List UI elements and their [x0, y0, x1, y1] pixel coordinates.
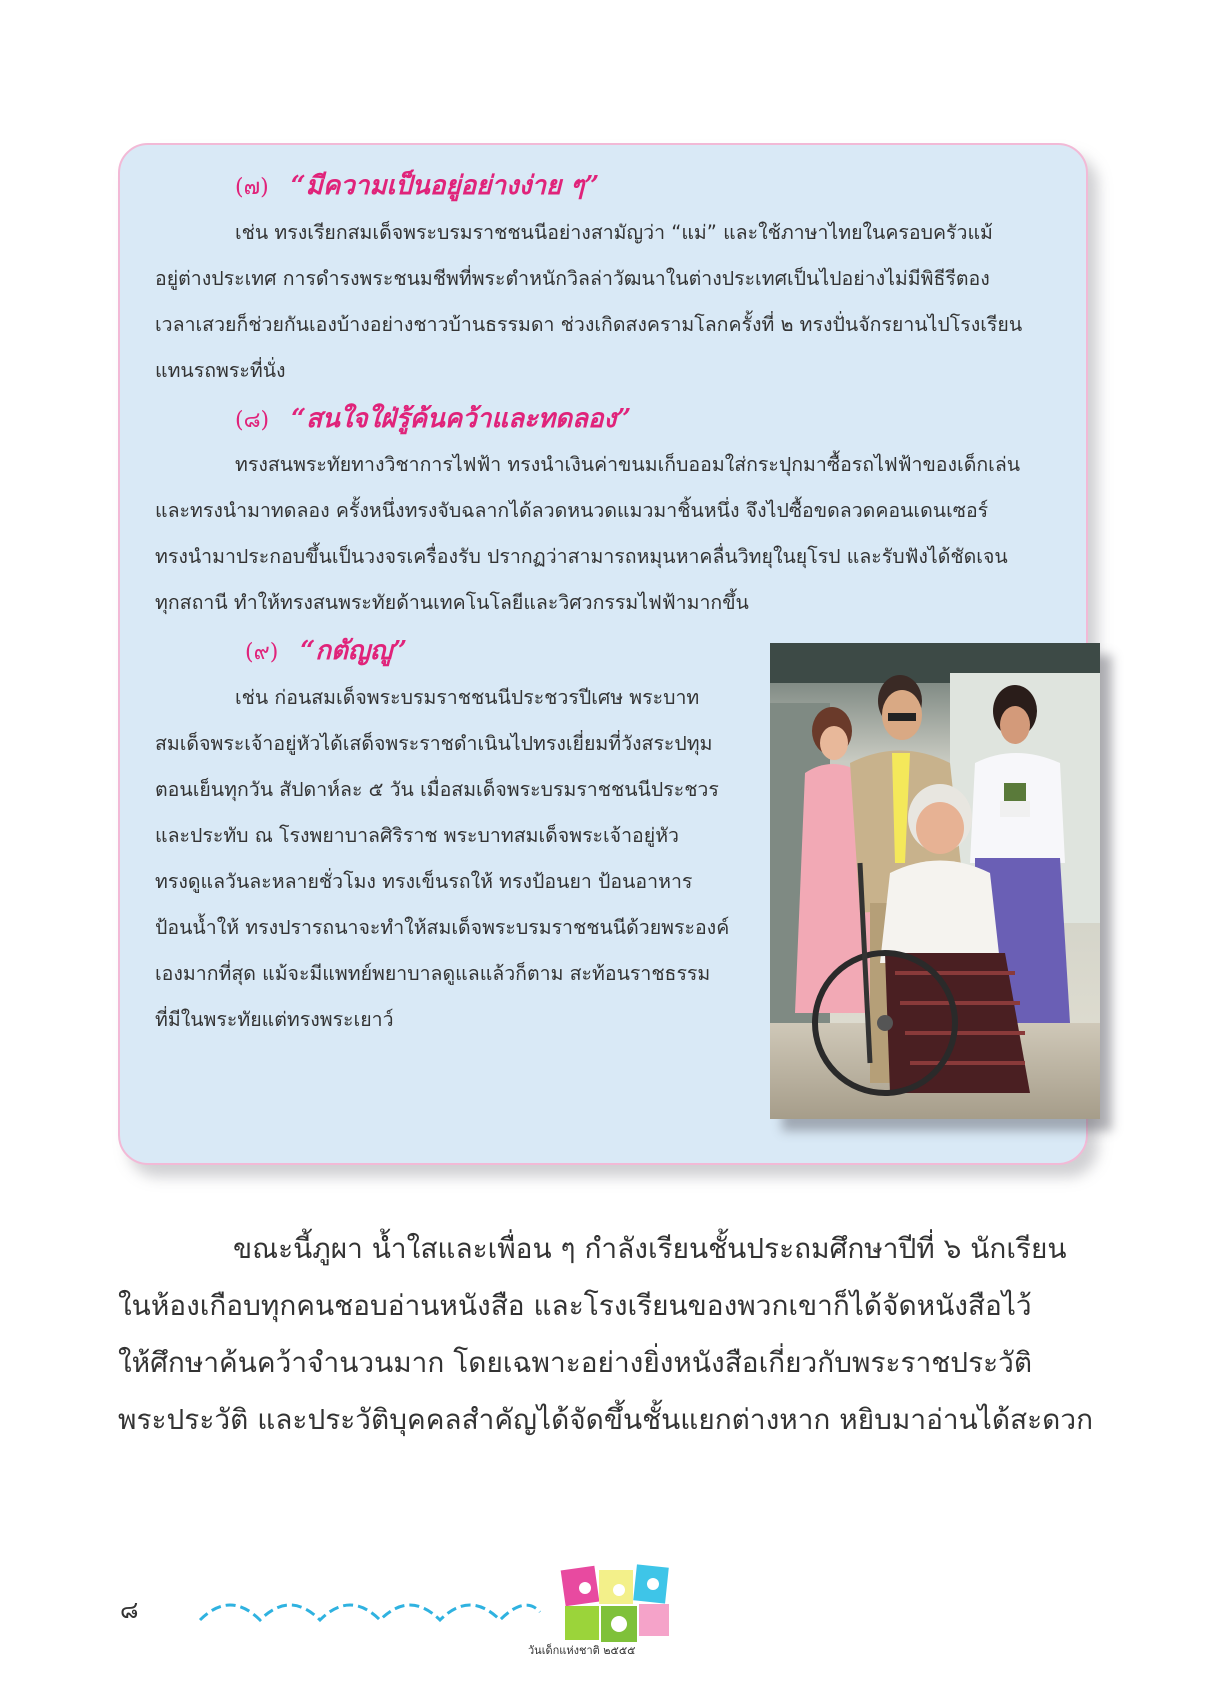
section-9-paragraph	[155, 675, 740, 1043]
section-8-heading	[235, 398, 631, 439]
section-9-heading	[245, 630, 407, 671]
paragraph-line: ทรงสนพระทัยทางวิชาการไฟฟ้า ทรงนำเงินค่าขนมเก็บออมใส่กระปุกมาซื้อรถไฟฟ้าของเด็กเล่น	[235, 453, 1021, 476]
paragraph-line: อยู่ต่างประเทศ การดำรงพระชนมชีพที่พระตำหนักวิลล่าวัฒนาในต่างประเทศเป็นไปอย่างไม่มีพิธีรีตอง	[155, 267, 990, 290]
paragraph-line: สมเด็จพระเจ้าอยู่หัวได้เสด็จพระราชดำเนินไปทรงเยี่ยมที่วังสระปทุม	[155, 732, 713, 755]
paragraph-line: และทรงนำมาทดลอง ครั้งหนึ่งทรงจับฉลากได้ลวดหนวดแมวมาชิ้นหนึ่ง จึงไปซื้อขดลวดคอนเดนเซอร์	[155, 499, 989, 522]
photo-illustration	[770, 643, 1100, 1119]
paragraph-line: เองมากที่สุด แม้จะมีแพทย์พยาบาลดูแลแล้วก็ตาม สะท้อนราชธรรม	[155, 962, 711, 985]
section-9-title: “กตัญญู”	[300, 636, 408, 666]
paragraph-line: ที่มีในพระทัยแต่ทรงพระเยาว์	[155, 1008, 394, 1031]
paragraph-line: เช่น ทรงเรียกสมเด็จพระบรมราชชนนีอย่างสามัญว่า “แม่” และใช้ภาษาไทยในครอบครัวแม้	[235, 221, 993, 244]
section-8-paragraph	[155, 442, 1045, 626]
main-paragraph	[118, 1220, 1094, 1448]
paragraph-line: ทรงนำมาประกอบขึ้นเป็นวงจรเครื่องรับ ปรากฏว่าสามารถหมุนหาคลื่นวิทยุในยุโรป และรับฟังได้ชัดเจน	[155, 545, 1008, 568]
paragraph-line: แทนรถพระที่นั่ง	[155, 359, 286, 382]
main-paragraph-line: ขณะนี้ภูผา น้ำใสและเพื่อน ๆ กำลังเรียนชั้นประถมศึกษาปีที่ ๖ นักเรียน	[233, 1232, 1067, 1265]
section-8-title: “สนใจใฝ่รู้ค้นคว้าและทดลอง”	[291, 404, 632, 434]
section-9-number: (๙)	[245, 640, 279, 665]
paragraph-line: เวลาเสวยก็ช่วยกันเองบ้างอย่างชาวบ้านธรรมดา ช่วงเกิดสงครามโลกครั้งที่ ๒ ทรงปั่นจักรยานไปโรงเรียน	[155, 313, 1023, 336]
section-7-number: (๗)	[235, 175, 269, 200]
logo-caption: วันเด็กแห่งชาติ ๒๕๕๕	[528, 1644, 636, 1657]
paragraph-line: ทุกสถานี ทำให้ทรงสนพระทัยด้านเทคโนโลยีและวิศวกรรมไฟฟ้ามากขึ้น	[155, 591, 749, 614]
paragraph-line: และประทับ ณ โรงพยาบาลศิริราช พระบาทสมเด็จพระเจ้าอยู่หัว	[155, 824, 679, 847]
paragraph-line: ตอนเย็นทุกวัน สัปดาห์ละ ๕ วัน เมื่อสมเด็จพระบรมราชชนนีประชวร	[155, 778, 719, 801]
section-7-paragraph	[155, 210, 1045, 394]
page-number: ๘	[120, 1596, 139, 1624]
royal-photo	[770, 643, 1100, 1119]
section-8-number: (๘)	[235, 408, 270, 433]
paragraph-line: เช่น ก่อนสมเด็จพระบรมราชชนนีประชวรปีเศษ พระบาท	[235, 686, 700, 709]
section-7-heading	[235, 165, 599, 206]
main-paragraph-line: ให้ศึกษาค้นคว้าจำนวนมาก โดยเฉพาะอย่างยิ่งหนังสือเกี่ยวกับพระราชประวัติ	[118, 1346, 1033, 1379]
wave-decoration	[195, 1590, 545, 1630]
main-paragraph-line: พระประวัติ และประวัติบุคคลสำคัญได้จัดขึ้นชั้นแยกต่างหาก หยิบมาอ่านได้สะดวก	[118, 1403, 1094, 1436]
main-paragraph-line: ในห้องเกือบทุกคนชอบอ่านหนังสือ และโรงเรียนของพวกเขาก็ได้จัดหนังสือไว้	[118, 1289, 1032, 1322]
paragraph-line: ทรงดูแลวันละหลายชั่วโมง ทรงเข็นรถให้ ทรงป้อนยา ป้อนอาหาร	[155, 870, 693, 893]
paragraph-line: ป้อนน้ำให้ ทรงปรารถนาจะทำให้สมเด็จพระบรมราชชนนีด้วยพระองค์	[155, 916, 730, 939]
section-7-title: “มีความเป็นอยู่อย่างง่าย ๆ”	[290, 171, 600, 201]
